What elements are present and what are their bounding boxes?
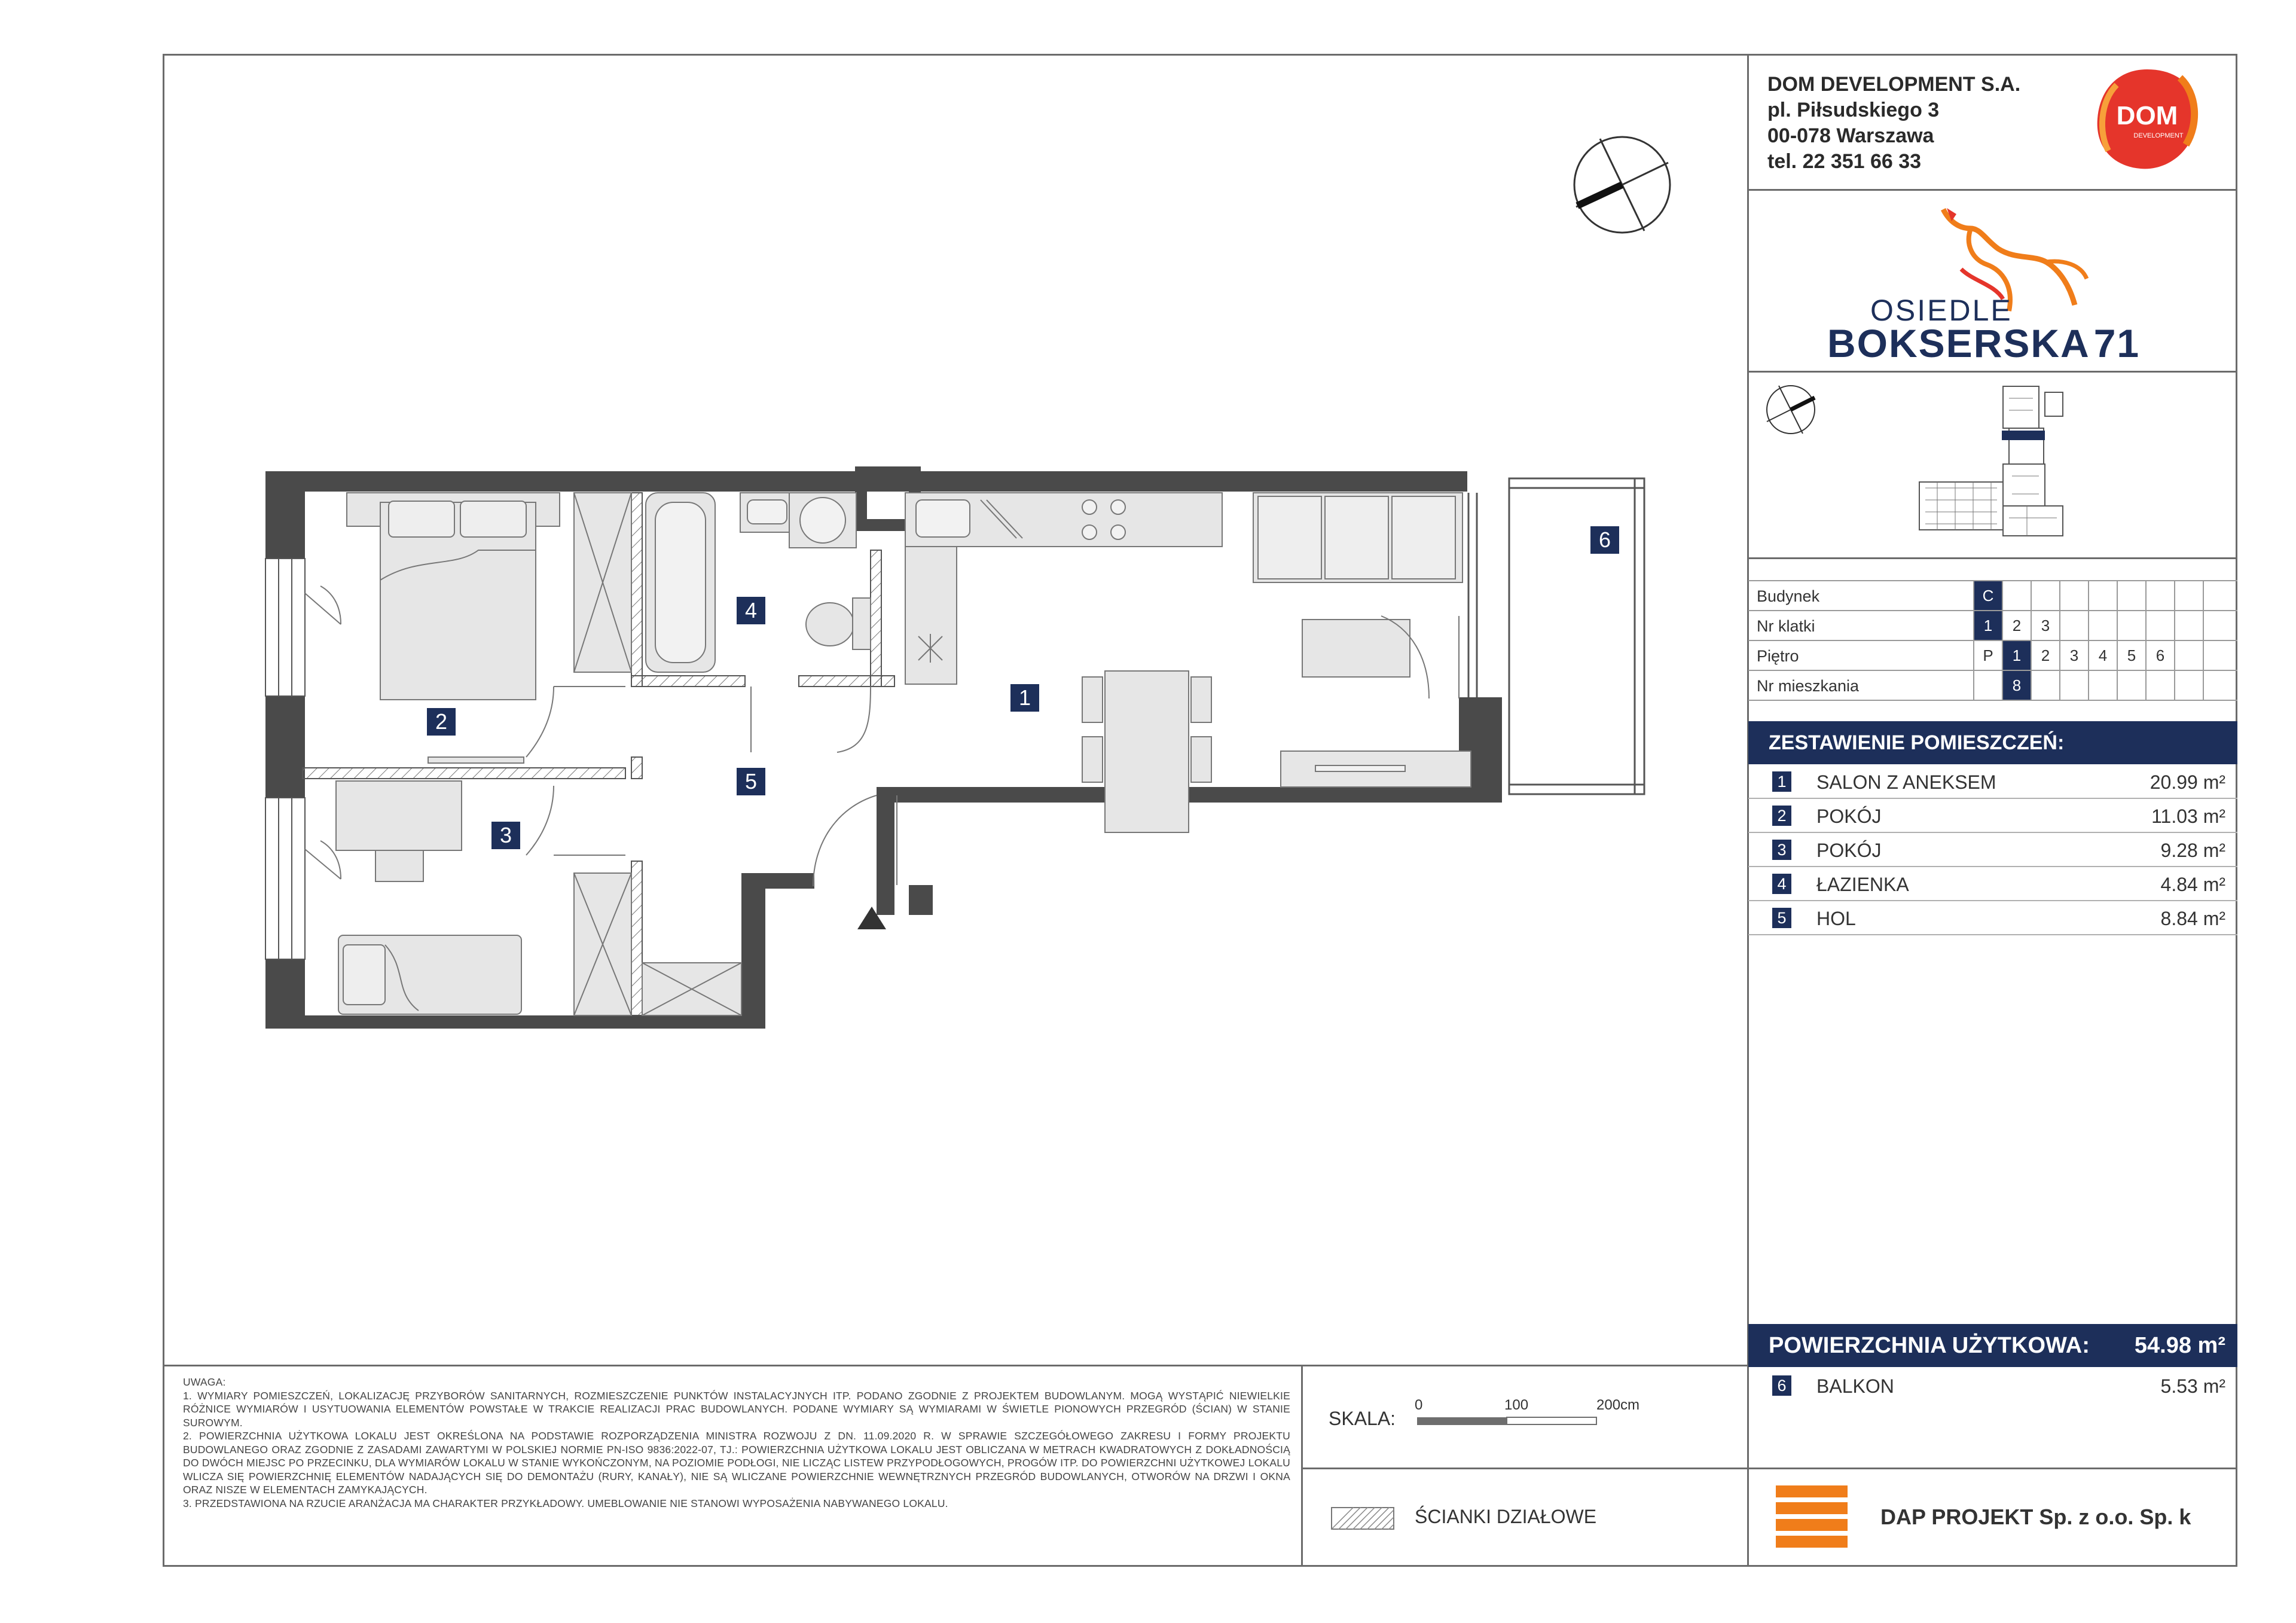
floor-option: 2: [2031, 641, 2059, 670]
info-empty-cell: [2203, 581, 2231, 610]
info-empty-cell: [2088, 671, 2117, 700]
plan-label-room-1: 1: [1010, 684, 1039, 712]
keyplan-apartment-highlight: [2002, 431, 2045, 440]
note-item: 2. POWIERZCHNIA UŻYTKOWA LOKALU JEST OKREŚLONA NA PODSTAWIE ROZPORZĄDZENIA MINISTRA ROZWOJU Z DN. 11.09.2020 R. W SPRAWIE SZCZEGÓŁOWEGO ZAKRESU I FORMY PROJEKTU BUDOWLANEGO ORAZ ZGODNIE Z ZASADAMI ZAWARTYMI W POLSKIEJ NORMIE PN-ISO 9836:2022-07, TJ.: POWIERZCHNIA UŻYTKOWA LOKALU JEST OBLICZANA W METRACH KWADRATOWYCH Z DOKŁADNOŚCIĄ DO DWÓCH MIEJSC PO PRZECINKU, DLA WYMIARÓW LOKALU W STANIE WYKOŃCZONYM, NA POZIOMIE PODŁOGI, NIE LICZĄC LISTEW PRZYPODŁOGOWYCH, PROGÓW ITP. DO POWIERZCHNI UŻYTKOWEJ LOKALU WLICZA SIĘ POWIERZCHNIĘ ELEMENTÓW NADAJĄCYCH SIĘ DO DEMONTAŻU (RURY, KANAŁY), NIE SĄ WLICZANE POWIERZCHNIE WEWNĘTRZNYCH PRZEGRÓD BUDOWLANYCH, OTWORÓW NA DRZWI I OKNA ORAZ NISZE W ELEMENTACH ZAMYKAJĄCYCH.: [183, 1430, 1290, 1496]
floor-plan: [263, 466, 1686, 1047]
building-label: Budynek: [1757, 587, 1820, 605]
notes-title: UWAGA:: [183, 1376, 226, 1388]
balcony-row: [1748, 1368, 2237, 1402]
rooms-summary-title: ZESTAWIENIE POMIESZCZEŃ:: [1748, 721, 2237, 764]
room-name: HOL: [1816, 908, 1856, 929]
divider-scale-legend: [1301, 1468, 1748, 1469]
floor-label: Piętro: [1757, 647, 1799, 665]
info-empty-cell: [2117, 671, 2145, 700]
info-empty-cell: [2117, 611, 2145, 640]
partition-legend-label: ŚCIANKI DZIAŁOWE: [1415, 1506, 1597, 1527]
dap-logo-icon: [1776, 1485, 1848, 1549]
info-empty-cell: [2145, 611, 2174, 640]
scale-tick: 0: [1415, 1397, 1423, 1413]
room-number-badge: 6: [1772, 1375, 1791, 1396]
svg-text:DOM: DOM: [2116, 101, 2178, 130]
divider-keyplan: [1748, 557, 2237, 559]
total-area-value: 54.98 m²: [2134, 1333, 2225, 1358]
room-row: [1748, 832, 2237, 867]
room-area: 11.03 m²: [2151, 806, 2225, 827]
room-number-badge: 3: [1772, 840, 1791, 860]
staircase-label: Nr klatki: [1757, 617, 1815, 635]
divider-footer: [1748, 1468, 2237, 1469]
project-name-main: BOKSERSKA: [1827, 321, 2090, 365]
info-empty-cell: [1973, 671, 2002, 700]
room-number-badge: 1: [1772, 771, 1791, 792]
info-empty-cell: [2203, 671, 2231, 700]
room-row: [1748, 901, 2237, 935]
building-option: C: [1973, 581, 2002, 610]
total-area-bar: [1748, 1324, 2237, 1367]
room-area: 9.28 m²: [2160, 840, 2225, 861]
room-area: 5.53 m²: [2160, 1375, 2225, 1397]
north-compass-icon: [1570, 133, 1674, 237]
info-empty-cell: [2059, 611, 2088, 640]
room-row: [1748, 798, 2237, 833]
notes-block: [183, 1375, 1290, 1510]
company-block: [1767, 72, 2020, 175]
floor-option: P: [1973, 641, 2002, 670]
floor-option: 3: [2059, 641, 2088, 670]
room-row: [1748, 867, 2237, 901]
info-empty-cell: [2117, 581, 2145, 610]
project-number: 71: [2093, 321, 2141, 365]
room-name: ŁAZIENKA: [1816, 874, 1909, 895]
project-name-line2: [1827, 321, 2140, 366]
floor-option: 4: [2088, 641, 2117, 670]
info-empty-cell: [2002, 581, 2031, 610]
floor-option: 5: [2117, 641, 2145, 670]
building-keyplan: [1913, 380, 2093, 548]
room-number-badge: 2: [1772, 806, 1791, 826]
divider-scale: [1301, 1365, 1303, 1567]
company-name: DOM DEVELOPMENT S.A.: [1767, 73, 2021, 96]
info-row-staircase: [1748, 611, 2237, 641]
divider-header: [1748, 189, 2237, 191]
plan-label-room-6: 6: [1590, 526, 1619, 554]
info-row-building: [1748, 581, 2237, 611]
floor-option: 1: [2002, 641, 2031, 670]
note-item: 3. PRZEDSTAWIONA NA RZUCIE ARANŻACJA MA CHARAKTER PRZYKŁADOWY. UMEBLOWANIE NIE STANOWI WYPOSAŻENIA NABYWANEGO LOKALU.: [183, 1497, 948, 1509]
info-empty-cell: [2059, 671, 2088, 700]
plan-label-room-2: 2: [427, 708, 456, 736]
scale-tick: 200cm: [1596, 1397, 1640, 1413]
scale-tick: 100: [1504, 1397, 1529, 1413]
info-row-apartment: [1748, 671, 2237, 701]
staircase-option: 2: [2002, 611, 2031, 640]
apartment-label: Nr mieszkania: [1757, 677, 1860, 695]
room-area: 20.99 m²: [2150, 771, 2225, 793]
info-empty-cell: [2174, 641, 2203, 670]
info-empty-cell: [2088, 581, 2117, 610]
info-empty-cell: [2174, 581, 2203, 610]
note-item: 1. WYMIARY POMIESZCZEŃ, LOKALIZACJĘ PRZYBORÓW SANITARNYCH, ROZMIESZCZENIE PUNKTÓW INSTALACYJNYCH ITP. PODANO ZGODNIE Z PROJEKTEM BUDOWLANYM. MOGĄ WYSTĄPIĆ NIEWIELKIE RÓŻNICE WYMIARÓW I USYTUOWANIA ELEMENTÓW POWSTAŁE W TRAKCIE REALIZACJI PRAC BUDOWLANYCH. PODANE WYMIARY SĄ WYMIARAMI W ŚWIETLE PIONOWYCH PRZEGRÓD (ŚCIAN) W STANIE SUROWYM.: [183, 1389, 1290, 1429]
divider-bottom-strip: [163, 1365, 1748, 1366]
info-row-floor: [1748, 641, 2237, 671]
divider-project: [1748, 371, 2237, 373]
room-number-badge: 5: [1772, 908, 1791, 928]
room-name: BALKON: [1816, 1375, 1894, 1397]
staircase-option: 3: [2031, 611, 2059, 640]
info-empty-cell: [2174, 671, 2203, 700]
info-empty-cell: [2088, 611, 2117, 640]
room-name: POKÓJ: [1816, 840, 1882, 861]
keyplan-compass-icon: [1764, 383, 1818, 437]
room-area: 8.84 m²: [2160, 908, 2225, 929]
info-empty-cell: [2031, 581, 2059, 610]
project-name-line1: OSIEDLE: [1870, 294, 2013, 327]
total-area-label: POWIERZCHNIA UŻYTKOWA:: [1769, 1333, 2090, 1358]
company-address-street: pl. Piłsudskiego 3: [1767, 99, 1940, 121]
apartment-option: 8: [2002, 671, 2031, 700]
room-row: [1748, 764, 2237, 799]
room-number-badge: 4: [1772, 874, 1791, 894]
info-empty-cell: [2059, 581, 2088, 610]
partition-hatch-swatch: [1331, 1507, 1394, 1530]
info-empty-cell: [2203, 641, 2231, 670]
company-address-city: 00-078 Warszawa: [1767, 124, 1934, 147]
architect-name: DAP PROJEKT Sp. z o.o. Sp. k: [1880, 1505, 2191, 1529]
info-empty-cell: [2174, 611, 2203, 640]
info-empty-cell: [2145, 671, 2174, 700]
plan-label-room-4: 4: [737, 597, 765, 624]
plan-label-room-5: 5: [737, 768, 765, 795]
info-empty-cell: [2031, 671, 2059, 700]
floor-option: 6: [2145, 641, 2174, 670]
info-empty-cell: [2145, 581, 2174, 610]
room-name: POKÓJ: [1816, 806, 1882, 827]
plan-label-room-3: 3: [491, 822, 520, 849]
scale-label: SKALA:: [1329, 1408, 1396, 1429]
staircase-option: 1: [1973, 611, 2002, 640]
dom-development-logo: [2090, 66, 2204, 173]
company-phone: tel. 22 351 66 33: [1767, 150, 1922, 173]
room-name: SALON Z ANEKSEM: [1816, 771, 1996, 793]
svg-text:DEVELOPMENT: DEVELOPMENT: [2133, 132, 2184, 139]
room-area: 4.84 m²: [2160, 874, 2225, 895]
info-empty-cell: [2203, 611, 2231, 640]
